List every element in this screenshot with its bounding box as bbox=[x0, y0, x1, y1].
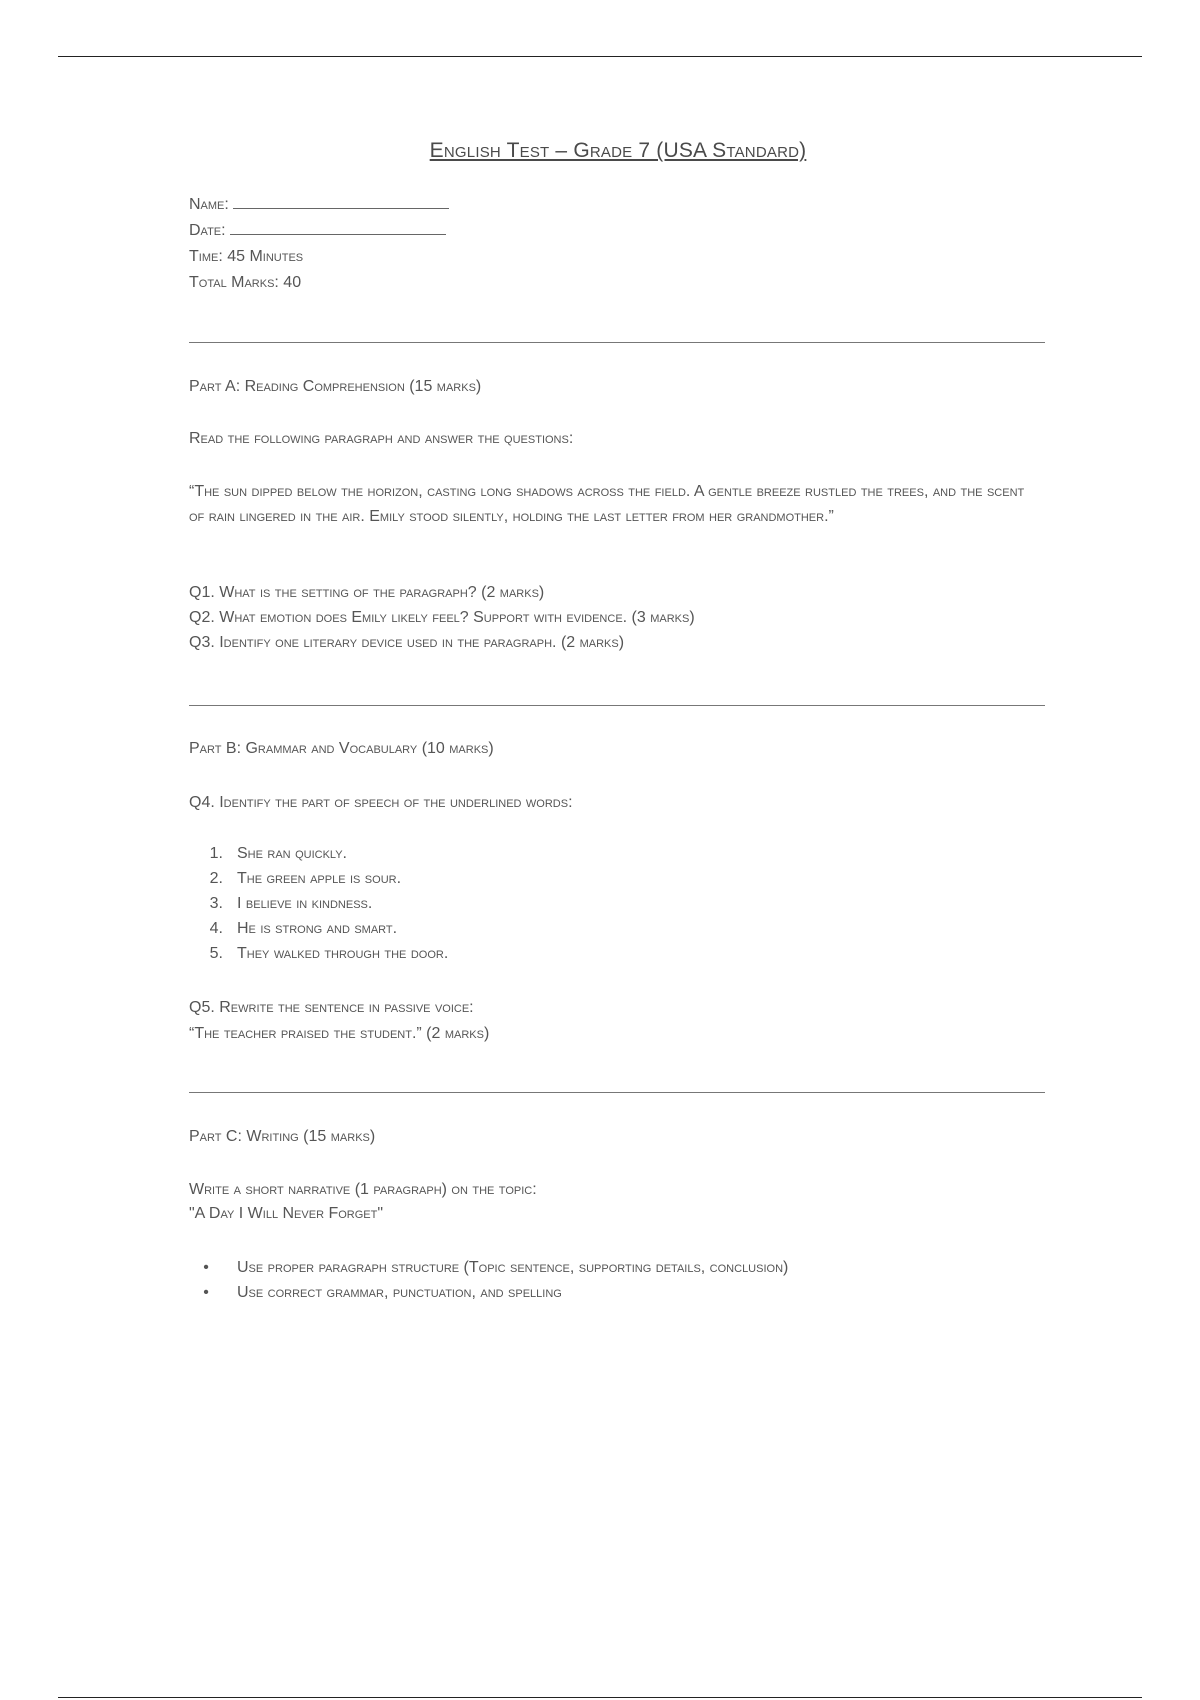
part-b-heading: Part B: Grammar and Vocabulary (10 marks) bbox=[189, 740, 494, 757]
bullet-icon: • bbox=[203, 1284, 209, 1301]
part-c-heading: Part C: Writing (15 marks) bbox=[189, 1128, 376, 1145]
page-title: English Test – Grade 7 (USA Standard) bbox=[429, 139, 807, 162]
total-marks-info: Total Marks: 40 bbox=[189, 274, 302, 291]
name-field bbox=[189, 196, 449, 214]
list-item: 2. The green apple is sour. bbox=[209, 870, 402, 887]
section-divider bbox=[189, 342, 1045, 343]
list-item: 5. They walked through the door. bbox=[209, 945, 449, 962]
reading-passage: “The sun dipped below the horizon, casting long shadows across the field. A gentle breeze rustled the trees, and the scent of rain lingered in the air. Emily stood silently, holding the last letter from her grandmother.” bbox=[189, 483, 1025, 525]
writing-topic: "A Day I Will Never Forget" bbox=[189, 1205, 384, 1222]
question-4: Q4. Identify the part of speech of the underlined words: bbox=[189, 794, 573, 811]
question-1: Q1. What is the setting of the paragraph? (2 marks) bbox=[189, 584, 545, 601]
list-item: 1. She ran quickly. bbox=[209, 845, 347, 862]
question-2: Q2. What emotion does Emily likely feel? Support with evidence. (3 marks) bbox=[189, 609, 695, 626]
list-item: • Use proper paragraph structure (Topic sentence, supporting details, conclusion) bbox=[189, 1255, 788, 1280]
question-5-sentence: “The teacher praised the student.” (2 marks) bbox=[189, 1025, 490, 1042]
part-a-heading: Part A: Reading Comprehension (15 marks) bbox=[189, 378, 482, 395]
bullet-icon: • bbox=[203, 1259, 209, 1276]
page-bottom-rule bbox=[58, 1697, 1142, 1698]
part-a-instruction: Read the following paragraph and answer the questions: bbox=[189, 430, 574, 447]
date-label: Date: bbox=[189, 222, 226, 239]
section-divider bbox=[189, 705, 1045, 706]
question-5: Q5. Rewrite the sentence in passive voice: bbox=[189, 999, 474, 1016]
list-item: • Use correct grammar, punctuation, and spelling bbox=[189, 1280, 788, 1305]
question-4-items bbox=[189, 841, 448, 966]
name-label: Name: bbox=[189, 196, 229, 213]
name-blank[interactable] bbox=[233, 207, 449, 209]
question-3: Q3. Identify one literary device used in the paragraph. (2 marks) bbox=[189, 634, 625, 651]
time-info: Time: 45 Minutes bbox=[189, 248, 304, 265]
list-item: 3. I believe in kindness. bbox=[209, 895, 373, 912]
date-field bbox=[189, 222, 446, 240]
writing-guidelines bbox=[189, 1255, 788, 1305]
part-c-instruction: Write a short narrative (1 paragraph) on the topic: bbox=[189, 1181, 537, 1198]
date-blank[interactable] bbox=[230, 233, 446, 235]
section-divider bbox=[189, 1092, 1045, 1093]
page-top-rule bbox=[58, 56, 1142, 57]
list-item: 4. He is strong and smart. bbox=[209, 920, 398, 937]
